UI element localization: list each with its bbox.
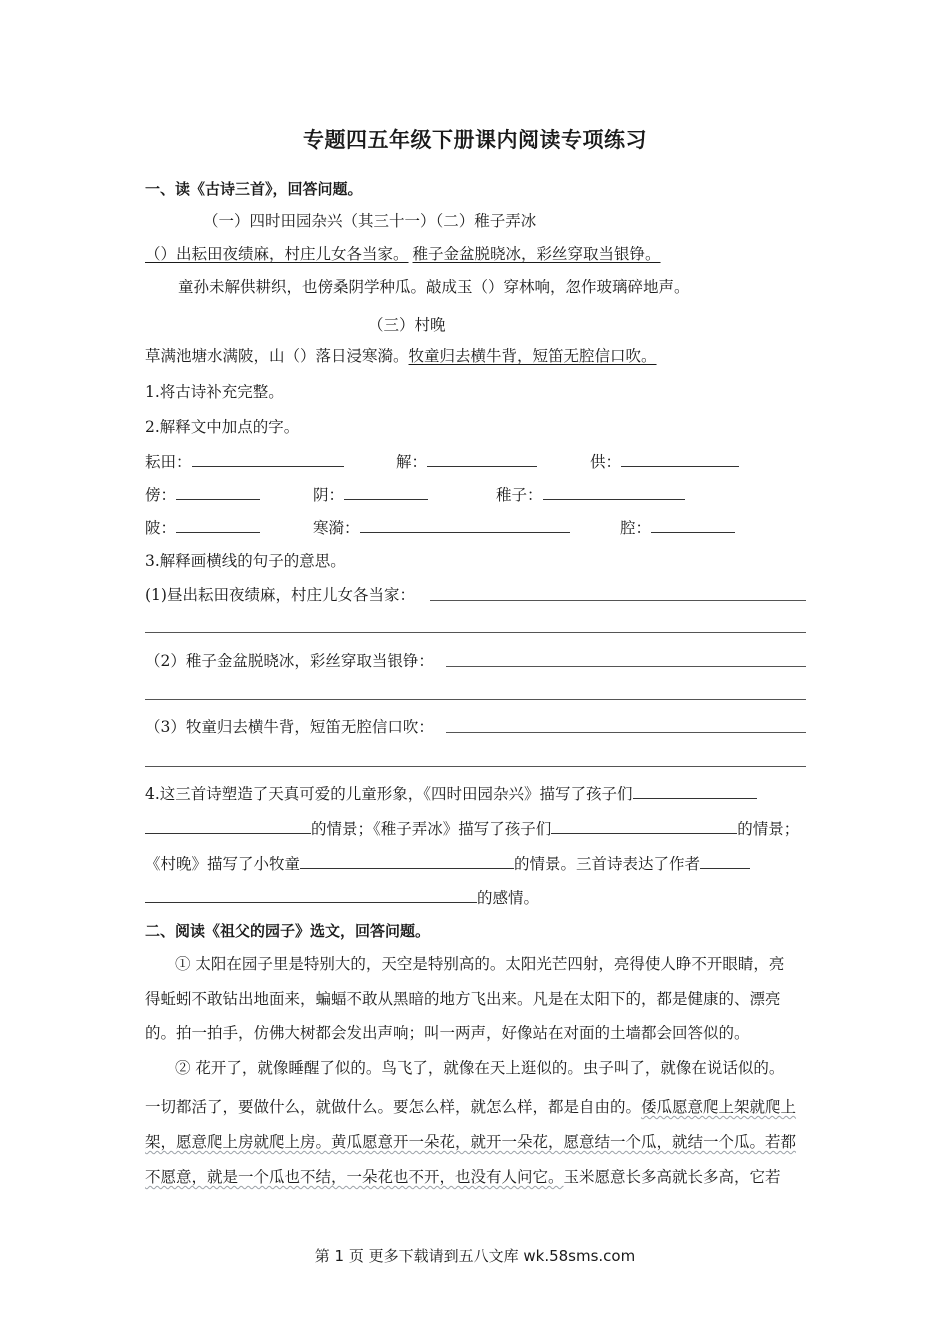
question-3: 3.解释画横线的句子的意思。 — [145, 552, 346, 570]
passage-text: 一切都活了，要做什么，就做什么。要怎么样，就怎么样，都是自由的。 — [145, 1098, 642, 1116]
term-yin — [313, 483, 428, 506]
answer-line[interactable] — [145, 699, 806, 700]
answer-blank[interactable] — [427, 450, 537, 467]
term-label: 耘田： — [145, 453, 192, 471]
answer-line[interactable] — [430, 600, 806, 601]
term-zhizi — [496, 483, 685, 506]
question-4-text: 的感情。 — [477, 889, 540, 907]
term-jie — [396, 450, 537, 473]
underlined-sentence-1: （）出耘田夜绩麻，村庄儿女各当家。 — [145, 245, 409, 263]
answer-line[interactable] — [145, 632, 806, 633]
term-label: 供： — [590, 453, 622, 471]
answer-blank[interactable] — [344, 483, 428, 500]
question-4-text: 的情景；《稚子弄冰》描写了孩子们 — [311, 820, 552, 838]
question-2: 2.解释文中加点的字。 — [145, 418, 300, 436]
question-4-line-a — [145, 782, 757, 805]
term-label: 稚子： — [496, 486, 543, 504]
question-4-line-c — [145, 852, 750, 875]
answer-blank[interactable] — [633, 782, 757, 799]
answer-line[interactable] — [145, 766, 806, 767]
answer-blank[interactable] — [551, 817, 737, 834]
term-gong — [590, 450, 739, 473]
answer-line[interactable] — [446, 666, 806, 667]
poem-line-3 — [145, 345, 657, 367]
answer-blank[interactable] — [192, 450, 344, 467]
wavy-underlined-text: 不愿意，就是一个瓜也不结，一朵花也不开，也没有人问它。 — [145, 1168, 564, 1186]
term-label: 腔： — [620, 519, 652, 537]
passage-p1-line1: ① 太阳在园子里是特别大的，天空是特别高的。太阳光芒四射，亮得使人睁不开眼睛，亮 — [175, 955, 785, 973]
answer-blank[interactable] — [651, 516, 735, 533]
answer-blank[interactable] — [176, 516, 260, 533]
answer-blank[interactable] — [145, 886, 477, 903]
passage-p2-line4 — [145, 1166, 781, 1188]
answer-blank[interactable] — [543, 483, 685, 500]
answer-blank[interactable] — [700, 852, 750, 869]
underlined-sentence-3: 牧童归去横牛背，短笛无腔信口吹。 — [408, 347, 657, 365]
passage-p2-line2 — [145, 1096, 796, 1118]
passage-p2-line3: 架，愿意爬上房就爬上房。黄瓜愿意开一朵花，就开一朵花，愿意结一个瓜，就结一个瓜。若都 — [145, 1133, 797, 1151]
term-hanyi — [313, 516, 570, 539]
question-4-text: 的情景； — [737, 820, 800, 838]
term-label: 阴： — [313, 486, 345, 504]
passage-p1-line2: 得蚯蚓不敢钻出地面来，蝙蝠不敢从黑暗的地方飞出来。凡是在太阳下的，都是健康的、漂亮 — [145, 990, 781, 1008]
poem3-title: （三）村晚 — [368, 316, 446, 334]
term-qiang — [620, 516, 735, 539]
answer-line[interactable] — [446, 732, 806, 733]
question-3-3: （3）牧童归去横牛背，短笛无腔信口吹： — [145, 718, 434, 736]
passage-p2-line1: ② 花开了，就像睡醒了似的。鸟飞了，就像在天上逛似的。虫子叫了，就像在说话似的。 — [175, 1059, 785, 1077]
question-4-text: 的情景。三首诗表达了作者 — [514, 855, 701, 873]
term-label: 陂： — [145, 519, 177, 537]
term-bei — [145, 516, 260, 539]
answer-blank[interactable] — [360, 516, 570, 533]
question-4-line-d — [145, 886, 539, 909]
term-label: 寒漪： — [313, 519, 360, 537]
question-4-line-b — [145, 817, 799, 840]
question-4-text: 《村晚》描写了小牧童 — [145, 855, 301, 873]
term-label: 解： — [396, 453, 428, 471]
answer-blank[interactable] — [621, 450, 739, 467]
answer-blank[interactable] — [145, 817, 311, 834]
question-1: 1.将古诗补充完整。 — [145, 383, 284, 401]
underlined-sentence-2: 稚子金盆脱晓冰，彩丝穿取当银铮。 — [412, 245, 661, 263]
question-3-1: (1)昼出耘田夜绩麻，村庄儿女各当家： — [145, 586, 415, 604]
question-4-text: 4.这三首诗塑造了天真可爱的儿童形象，《四时田园杂兴》描写了孩子们 — [145, 785, 633, 803]
wavy-underlined-text: 倭瓜愿意爬上架就爬上 — [641, 1098, 797, 1116]
term-yuntian — [145, 450, 344, 473]
poem-line-1 — [145, 243, 661, 265]
answer-blank[interactable] — [176, 483, 260, 500]
term-bang — [145, 483, 260, 506]
passage-p1-line3: 的。拍一拍手，仿佛大树都会发出声响；叫一两声，好像站在对面的土墙都会回答似的。 — [145, 1024, 750, 1042]
poem-line-3a: 草满池塘水满陂，山（）落日浸寒漪。 — [145, 347, 409, 365]
page-footer: 第 1 页 更多下载请到五八文库 wk.58sms.com — [314, 1247, 636, 1265]
term-label: 傍： — [145, 486, 177, 504]
section1-heading: 一、读《古诗三首》，回答问题。 — [145, 180, 363, 198]
passage-text: 玉米愿意长多高就长多高，它若 — [563, 1168, 781, 1186]
poem-titles: （一）四时田园杂兴（其三十一）（二）稚子弄冰 — [203, 212, 537, 230]
page-title: 专题四五年级下册课内阅读专项练习 — [303, 128, 647, 152]
answer-blank[interactable] — [300, 852, 514, 869]
question-3-2: （2）稚子金盆脱晓冰，彩丝穿取当银铮： — [145, 652, 434, 670]
poem-line-2: 童孙未解供耕织，也傍桑阴学种瓜。敲成玉（）穿林响，忽作玻璃碎地声。 — [178, 278, 690, 296]
section2-heading: 二、阅读《祖父的园子》选文，回答问题。 — [145, 922, 431, 940]
